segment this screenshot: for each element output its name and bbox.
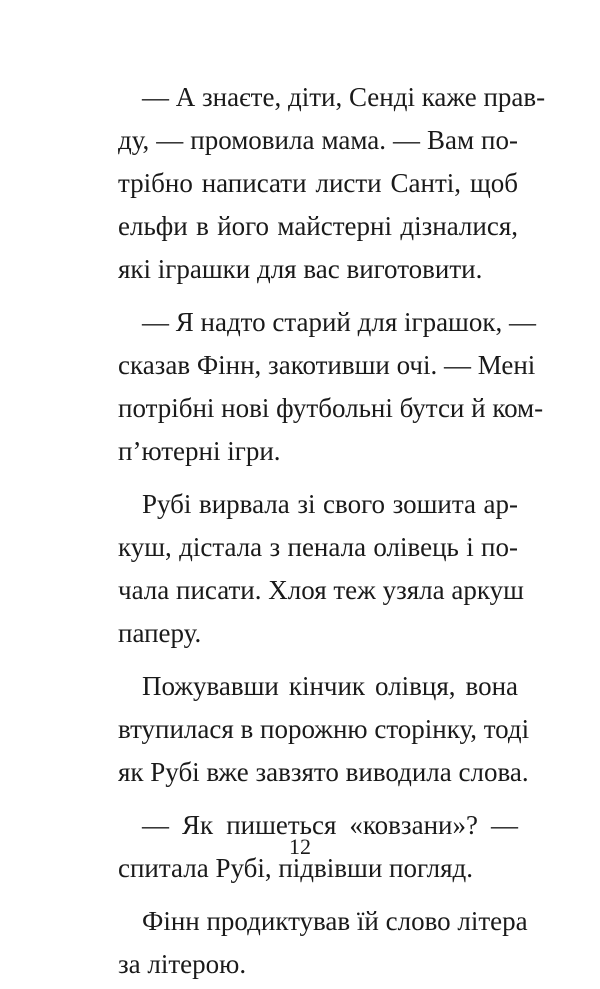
text-line: спитала Рубі, підвівши погляд. — [118, 853, 474, 883]
text-line: ду, — промовила мама. — Вам по- — [118, 125, 518, 155]
text-line: Пожувавши кінчик олівця, вона — [142, 671, 518, 701]
text-line: куш, дістала з пенала олівець і по- — [118, 532, 518, 562]
text-line: — Як пишеться «ковзани»? — — [142, 810, 518, 840]
text-line: Рубі вирвала зі свого зошита ар- — [142, 489, 518, 519]
text-line: трібно написати листи Санті, щоб — [118, 168, 518, 198]
text-line: потрібні нові футбольні бутси й ком- — [118, 393, 544, 423]
text-line: — А знаєте, діти, Сенді каже прав- — [142, 82, 546, 112]
text-line: які іграшки для вас виготовити. — [118, 254, 483, 284]
text-line: ельфи в його майстерні дізналися, — [118, 211, 518, 241]
text-line: як Рубі вже завзято виводила слова. — [118, 757, 529, 787]
page-number: 12 — [289, 834, 311, 859]
text-line: паперу. — [118, 618, 202, 648]
text-line: чала писати. Хлоя теж узяла аркуш — [118, 575, 524, 605]
text-line: втупилася в порожню сторінку, тоді — [118, 714, 530, 744]
text-line: Фінн продиктував їй слово літера — [142, 906, 528, 936]
text-line: — Я надто старий для іграшок, — — [142, 307, 536, 337]
text-line: п’ютерні ігри. — [118, 436, 281, 466]
text-line: за літерою. — [118, 949, 247, 979]
text-line: сказав Фінн, закотивши очі. — Мені — [118, 350, 536, 380]
